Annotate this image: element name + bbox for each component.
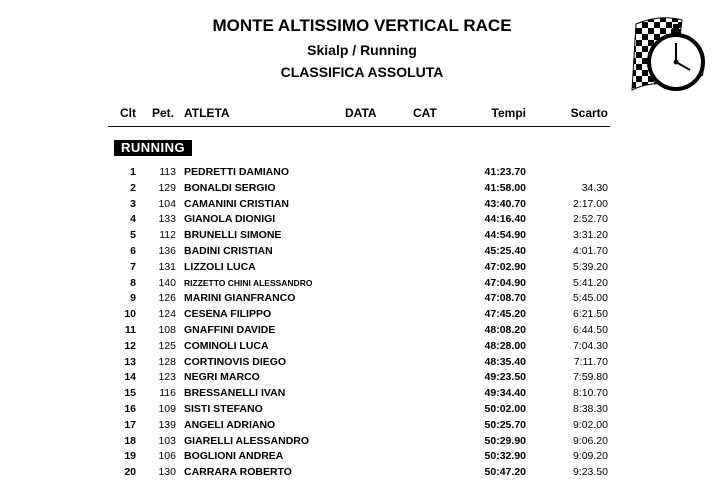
result-row: [0, 418, 724, 434]
bib-number: 126: [158, 292, 176, 305]
race-time: 49:34.40: [484, 387, 526, 400]
column-header-data: DATA: [345, 106, 377, 120]
position: 1: [130, 166, 136, 178]
bib-number: 140: [158, 276, 176, 289]
race-time: 50:47.20: [484, 466, 526, 479]
time-gap: 4:01.70: [572, 244, 608, 257]
athlete-name: BOGLIONI ANDREA: [184, 450, 284, 463]
race-time: 50:29.90: [484, 434, 526, 447]
time-gap: 5:39.20: [572, 260, 608, 273]
bib-number: 109: [158, 402, 176, 415]
time-gap: 7:04.30: [572, 339, 608, 352]
athlete-name: GIANOLA DIONIGI: [184, 213, 276, 226]
position: 2: [130, 181, 136, 194]
time-gap: 6:44.50: [572, 323, 608, 336]
result-row: [0, 323, 724, 339]
bib-number: 108: [158, 323, 176, 336]
bib-number: 133: [158, 213, 176, 226]
athlete-name: LIZZOLI LUCA: [184, 260, 256, 273]
position: 12: [124, 339, 136, 352]
result-row: [0, 260, 724, 276]
race-time: 47:45.20: [484, 308, 526, 321]
time-gap: 9:02.00: [572, 418, 608, 431]
bib-number: 124: [158, 308, 176, 321]
position: 11: [124, 323, 136, 336]
results-list: [0, 165, 724, 481]
header-divider: [108, 126, 610, 127]
column-header-scarto: Scarto: [570, 106, 608, 120]
athlete-name: ANGELI ADRIANO: [184, 418, 276, 431]
column-header-cat: CAT: [413, 106, 437, 120]
position: 19: [124, 450, 136, 463]
time-gap: 7:59.80: [572, 371, 608, 384]
time-gap: 2:52.70: [572, 213, 608, 226]
column-header-atleta: ATLETA: [184, 106, 230, 120]
bib-number: 113: [159, 166, 176, 178]
result-row: [0, 291, 724, 307]
time-gap: 5:45.00: [572, 292, 608, 305]
race-time: 47:02.90: [484, 260, 526, 273]
race-time: 49:23.50: [484, 371, 526, 384]
time-gap: 9:06.20: [572, 434, 608, 447]
bib-number: 130: [158, 466, 176, 479]
column-header-clt: Clt: [120, 106, 136, 120]
result-row: [0, 244, 724, 260]
athlete-name: MARINI GIANFRANCO: [184, 292, 296, 305]
bib-number: 125: [158, 339, 176, 352]
result-row: [0, 307, 724, 323]
bib-number: 123: [158, 371, 176, 384]
position: 7: [130, 260, 136, 273]
athlete-name: CARRARA ROBERTO: [184, 466, 292, 479]
time-gap: 9:23.50: [572, 466, 608, 479]
classification-title: CLASSIFICA ASSOLUTA: [280, 64, 444, 80]
position: 4: [130, 213, 136, 226]
race-time: 47:08.70: [484, 292, 526, 305]
athlete-name: CESENA FILIPPO: [184, 308, 272, 321]
bib-number: 106: [158, 450, 176, 463]
race-title: MONTE ALTISSIMO VERTICAL RACE: [212, 16, 512, 35]
position: 17: [124, 418, 136, 431]
race-time: 50:32.90: [484, 450, 526, 463]
column-header-tempi: Tempi: [491, 106, 526, 120]
position: 15: [124, 387, 136, 400]
position: 10: [124, 308, 136, 321]
result-row: [0, 197, 724, 213]
athlete-name: BRESSANELLI IVAN: [184, 387, 286, 400]
result-row: [0, 339, 724, 355]
time-gap: 3:31.20: [572, 229, 608, 242]
bib-number: 139: [158, 418, 176, 431]
position: 13: [124, 355, 136, 368]
athlete-name: GNAFFINI DAVIDE: [184, 323, 276, 336]
bib-number: 136: [158, 244, 176, 257]
result-row: [0, 165, 724, 181]
result-row: [0, 276, 724, 292]
athlete-name: NEGRI MARCO: [184, 371, 260, 384]
result-row: [0, 370, 724, 386]
athlete-name: PEDRETTI DAMIANO: [184, 166, 289, 178]
bib-number: 112: [159, 229, 176, 242]
race-time: 47:04.90: [484, 276, 526, 289]
result-row: [0, 355, 724, 371]
stopwatch-checkered-flag-icon: [630, 10, 714, 102]
bib-number: 104: [158, 197, 176, 210]
position: 20: [124, 466, 136, 479]
race-time: 44:16.40: [484, 213, 526, 226]
position: 14: [124, 371, 136, 384]
position: 16: [124, 402, 136, 415]
bib-number: 131: [158, 260, 176, 273]
bib-number: 128: [158, 355, 176, 368]
athlete-name: CAMANINI CRISTIAN: [184, 197, 289, 210]
race-time: 48:08.20: [484, 323, 526, 336]
athlete-name: GIARELLI ALESSANDRO: [184, 434, 310, 447]
time-gap: 8:10.70: [572, 387, 608, 400]
athlete-name: SISTI STEFANO: [184, 402, 263, 415]
time-gap: 34.30: [581, 181, 608, 194]
result-row: [0, 212, 724, 228]
result-row: [0, 386, 724, 402]
position: 9: [130, 292, 136, 305]
time-gap: 9:09.20: [572, 450, 608, 463]
race-time: 48:35.40: [484, 355, 526, 368]
race-time: 41:58.00: [484, 181, 526, 194]
position: 6: [130, 244, 136, 257]
athlete-name: BADINI CRISTIAN: [184, 244, 273, 257]
result-row: [0, 228, 724, 244]
result-row: [0, 434, 724, 450]
athlete-name: RIZZETTO CHINI ALESSANDRO: [184, 277, 313, 288]
time-gap: 5:41.20: [572, 276, 608, 289]
time-gap: 2:17.00: [572, 197, 608, 210]
position: 18: [124, 434, 136, 447]
race-time: 50:02.00: [484, 402, 526, 415]
result-row: [0, 449, 724, 465]
result-row: [0, 402, 724, 418]
position: 3: [130, 197, 136, 210]
result-row: [0, 181, 724, 197]
athlete-name: BRUNELLI SIMONE: [184, 229, 282, 242]
time-gap: 6:21.50: [572, 308, 608, 321]
race-time: 50:25.70: [484, 418, 526, 431]
bib-number: 129: [158, 181, 176, 194]
race-subtitle: Skialp / Running: [307, 42, 417, 58]
column-header-pet: Pet.: [152, 106, 175, 120]
section-label-running: RUNNING: [114, 140, 192, 156]
race-time: 45:25.40: [484, 244, 526, 257]
position: 5: [130, 229, 136, 242]
race-time: 41:23.70: [484, 166, 526, 178]
result-row: [0, 465, 724, 481]
athlete-name: CORTINOVIS DIEGO: [184, 355, 287, 368]
bib-number: 116: [159, 387, 176, 400]
race-time: 44:54.90: [484, 229, 526, 242]
time-gap: 8:38.30: [572, 402, 608, 415]
position: 8: [130, 276, 136, 289]
athlete-name: COMINOLI LUCA: [184, 339, 269, 352]
athlete-name: BONALDI SERGIO: [184, 181, 276, 194]
time-gap: 7:11.70: [573, 355, 608, 368]
race-time: 48:28.00: [484, 339, 526, 352]
race-time: 43:40.70: [484, 197, 526, 210]
bib-number: 103: [158, 434, 176, 447]
